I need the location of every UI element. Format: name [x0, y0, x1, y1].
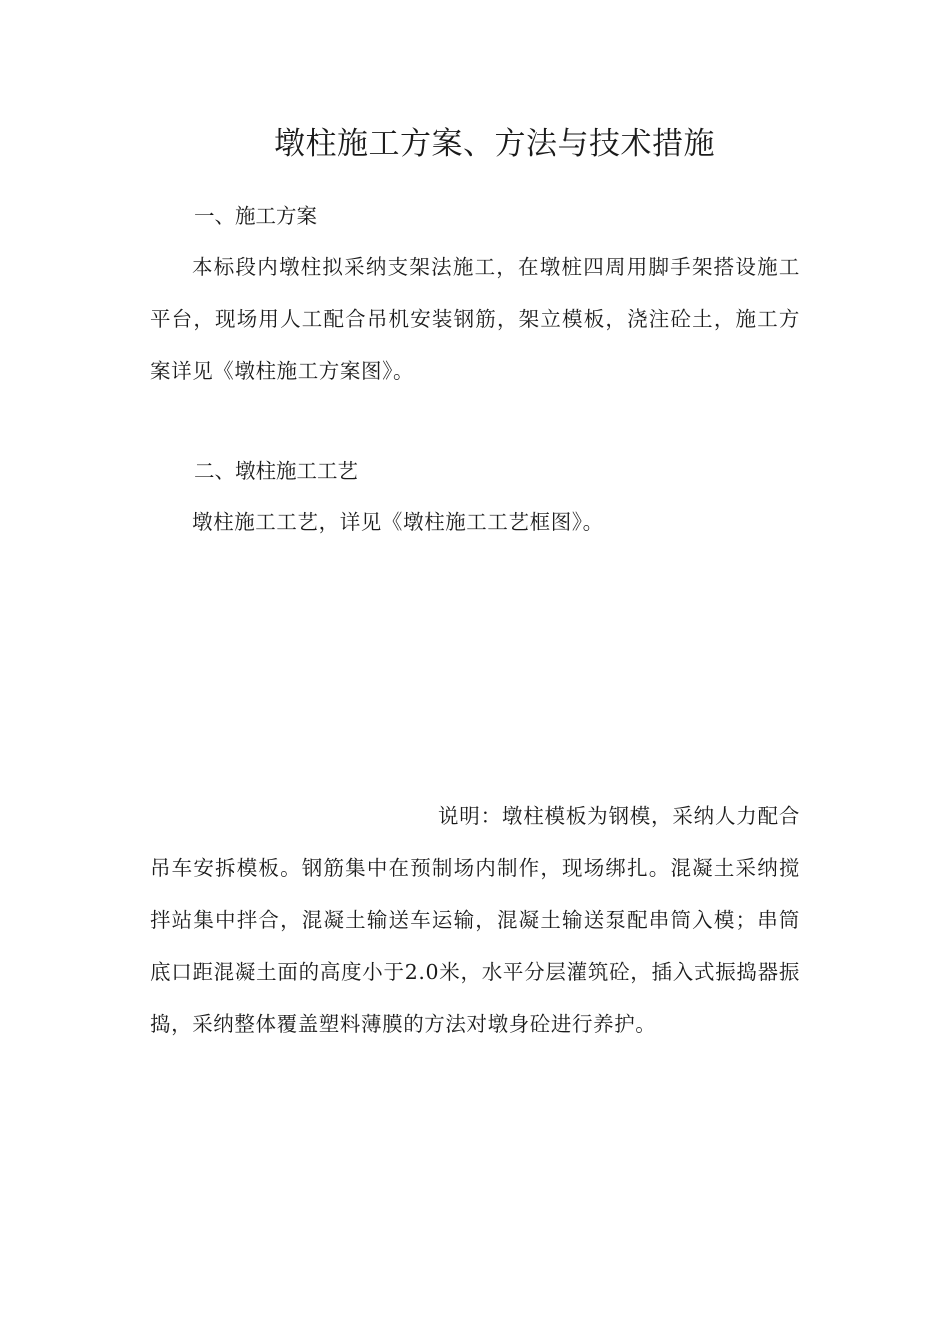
- section-heading-plan: 一、施工方案: [194, 204, 317, 228]
- section-heading-process: 二、墩柱施工工艺: [194, 459, 358, 483]
- section-body-process: 墩柱施工工艺，详见《墩柱施工工艺框图》。: [192, 510, 604, 534]
- section-body-plan: 本标段内墩柱拟采纳支架法施工，在墩桩四周用脚手架搭设施工平台，现场用人工配合吊机安装钢筋，架立模板，浇注砼土，施工方案详见《墩柱施工方案图》。: [150, 255, 800, 383]
- note-paragraph: 说明：墩柱模板为钢模，采纳人力配合吊车安拆模板。钢筋集中在预制场内制作，现场绑扎。混凝土采纳搅拌站集中拌合，混凝土输送车运输，混凝土输送泵配串筒入模；串筒底口距混凝土面的高度小于2.0米，水平分层灌筑砼，插入式振捣器振捣，采纳整体覆盖塑料薄膜的方法对墩身砼进行养护。: [150, 804, 800, 1036]
- document-title: 墩柱施工方案、方法与技术措施: [274, 126, 715, 162]
